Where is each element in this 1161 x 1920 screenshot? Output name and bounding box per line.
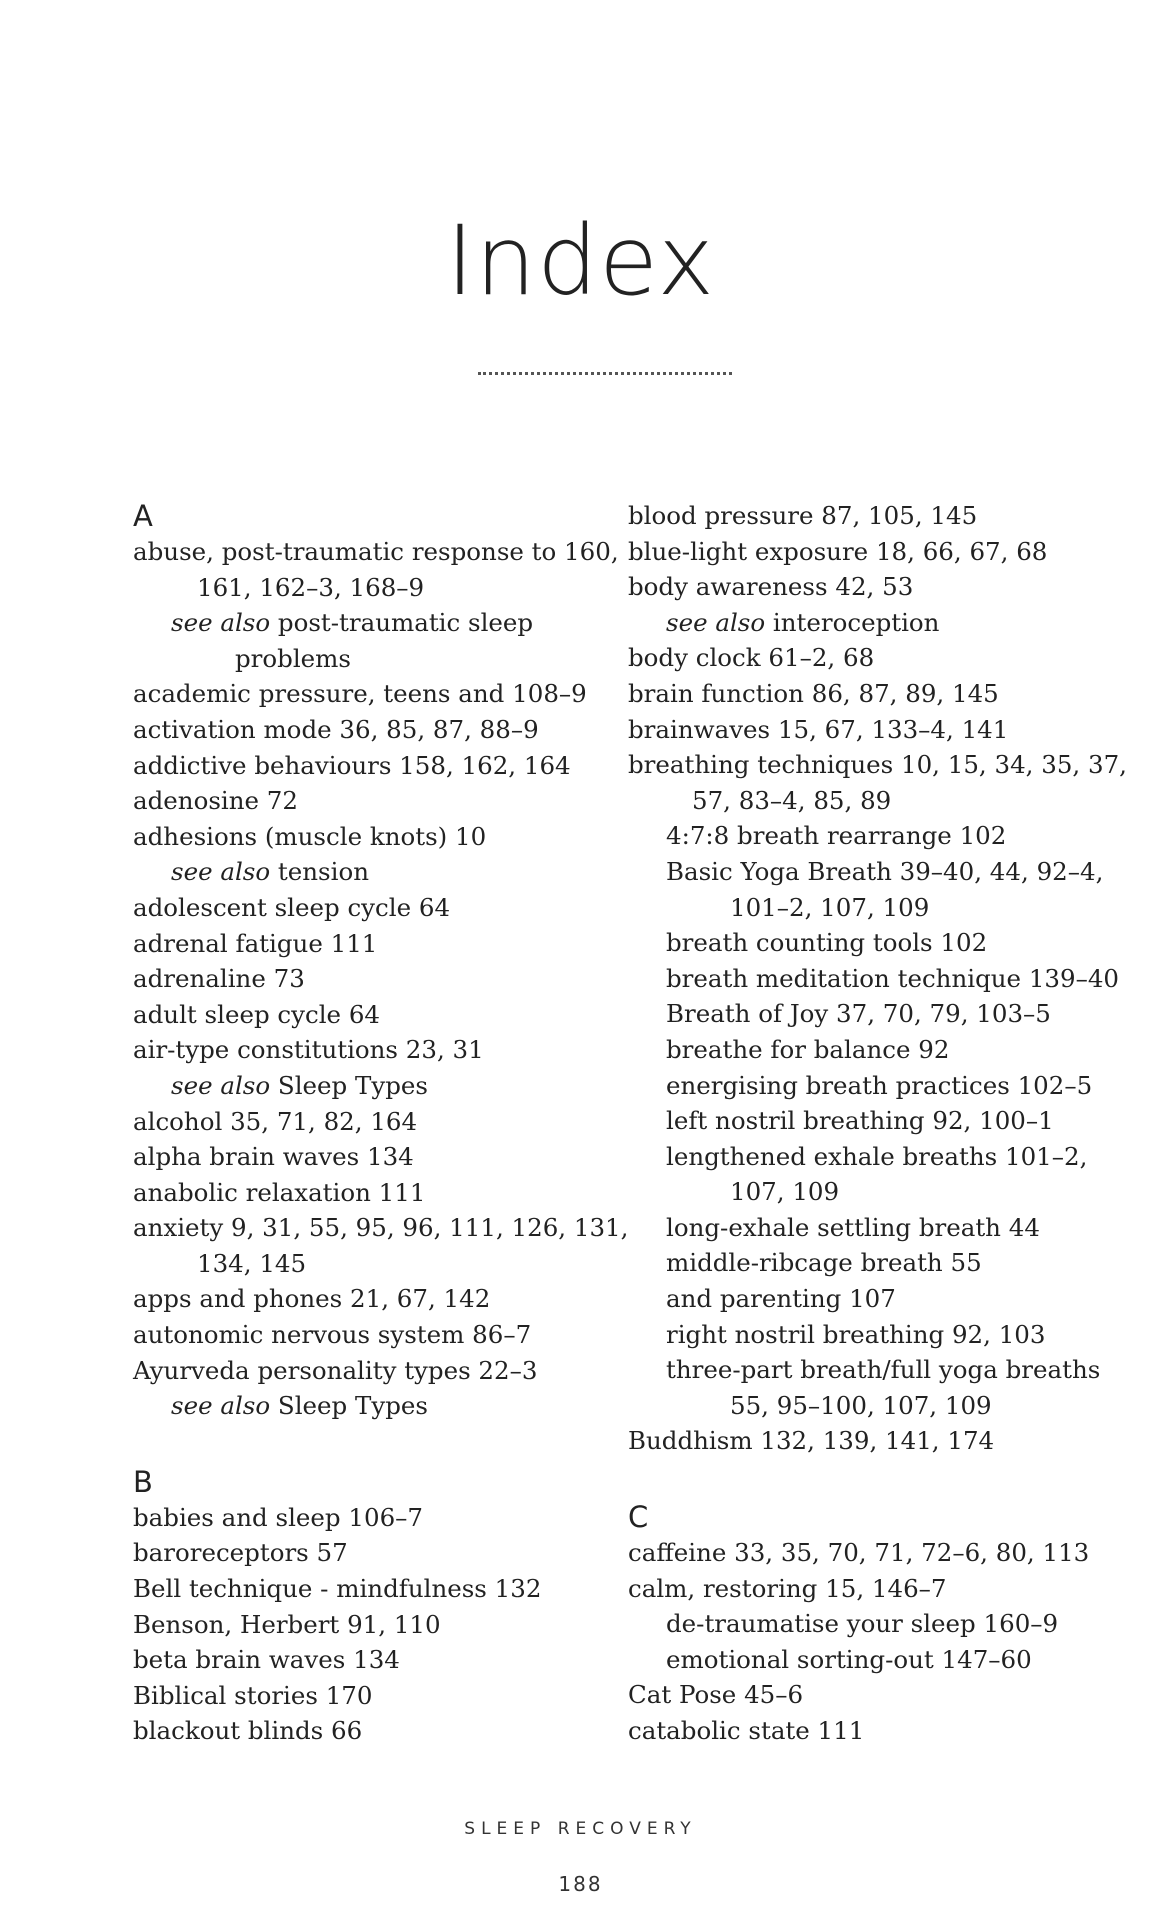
index-subentry: energising breath practices 102–5 [666,1070,1093,1100]
index-entry: activation mode 36, 85, 87, 88–9 [133,714,539,744]
index-column-left [133,498,629,1749]
index-subentry: de-traumatise your sleep 160–9 [666,1609,1059,1639]
section-letter-a: A [133,499,153,533]
index-entry-continuation: 57, 83–4, 85, 89 [692,785,892,815]
section-letter-b: B [133,1464,153,1499]
index-entry: breathing techniques 10, 15, 34, 35, 37, [628,750,1127,780]
index-entry: catabolic state 111 [628,1716,865,1745]
index-subentry: emotional sorting-out 147–60 [666,1644,1032,1674]
index-entry: adrenal fatigue 111 [133,928,378,958]
running-footer: SLEEP RECOVERY [464,1819,697,1839]
index-subentry: and parenting 107 [666,1284,896,1314]
index-subentry-continuation: 55, 95–100, 107, 109 [730,1390,992,1420]
see-also-entry [628,605,1108,641]
index-subentry-continuation: 101–2, 107, 109 [730,892,930,922]
index-entry: blue-light exposure 18, 66, 67, 68 [628,536,1048,566]
index-subentry: breathe for balance 92 [666,1034,950,1064]
index-entry: anxiety 9, 31, 55, 95, 96, 111, 126, 131, [133,1213,629,1243]
index-entry-continuation: 161, 162–3, 168–9 [197,572,425,602]
see-also-label: see also [171,1070,271,1100]
index-entry: academic pressure, teens and 108–9 [133,679,587,709]
index-subentry-continuation: 107, 109 [730,1177,840,1207]
index-entry: body clock 61–2, 68 [628,643,875,673]
see-also-target: post-traumatic sleep [277,608,534,638]
see-also-target: tension [277,857,369,887]
index-entry: blood pressure 87, 105, 145 [628,501,978,530]
see-also-label: see also [171,857,271,887]
section-letter-c: C [628,1500,649,1535]
index-entry: beta brain waves 134 [133,1645,400,1675]
index-entry: autonomic nervous system 86–7 [133,1320,532,1350]
index-subentry: 4:7:8 breath rearrange 102 [666,821,1007,851]
index-entry: apps and phones 21, 67, 142 [133,1284,491,1314]
see-also-target: Sleep Types [277,1391,428,1421]
see-also-label: see also [171,1391,271,1421]
page-title: Index [445,205,716,317]
page-number: 188 [558,1872,603,1896]
index-subentry: right nostril breathing 92, 103 [666,1319,1046,1349]
index-entry: adrenaline 73 [133,964,305,994]
section-spacer [628,1459,1108,1499]
see-also-label: see also [666,607,766,637]
index-entry: Buddhism 132, 139, 141, 174 [628,1426,995,1456]
index-entry: Bell technique - mindfulness 132 [133,1574,542,1604]
index-entry: anabolic relaxation 111 [133,1177,426,1207]
index-entry: blackout blinds 66 [133,1716,363,1746]
index-subentry: middle-ribcage breath 55 [666,1248,982,1278]
index-column-right [628,498,1127,1749]
section-spacer [133,1424,613,1464]
index-entry: Cat Pose 45–6 [628,1680,804,1710]
index-entry: alcohol 35, 71, 82, 164 [133,1106,418,1136]
index-entry: babies and sleep 106–7 [133,1502,424,1532]
index-subentry: left nostril breathing 92, 100–1 [666,1106,1054,1136]
index-entry: adolescent sleep cycle 64 [133,892,451,922]
index-subentry: breath meditation technique 139–40 [666,963,1120,993]
index-subentry: Breath of Joy 37, 70, 79, 103–5 [666,999,1051,1029]
index-entry: alpha brain waves 134 [133,1142,414,1172]
index-subentry: lengthened exhale breaths 101–2, [666,1141,1088,1171]
index-entry: brainwaves 15, 67, 133–4, 141 [628,714,1009,744]
index-entry: adhesions (muscle knots) 10 [133,821,487,851]
see-also-label: see also [171,608,271,638]
index-entry: Benson, Herbert 91, 110 [133,1609,441,1639]
see-also-target: Sleep Types [277,1070,428,1100]
index-entry: calm, restoring 15, 146–7 [628,1573,947,1603]
see-also-entry [133,854,613,890]
index-entry: abuse, post-traumatic response to 160, [133,537,619,566]
index-entry: Biblical stories 170 [133,1680,373,1710]
index-subentry: long-exhale settling breath 44 [666,1212,1040,1242]
index-entry: brain function 86, 87, 89, 145 [628,678,999,708]
see-also-entry [133,1388,613,1424]
index-subentry: three-part breath/full yoga breaths [666,1355,1101,1385]
index-entry: caffeine 33, 35, 70, 71, 72–6, 80, 113 [628,1538,1090,1568]
see-also-continuation: problems [235,643,351,673]
index-entry: addictive behaviours 158, 162, 164 [133,750,571,780]
see-also-target: interoception [772,607,940,637]
index-entry: Ayurveda personality types 22–3 [133,1355,538,1385]
index-entry: adenosine 72 [133,786,298,816]
dotted-divider [478,372,732,375]
index-entry: baroreceptors 57 [133,1538,348,1568]
index-entry: adult sleep cycle 64 [133,999,380,1029]
index-subentry: Basic Yoga Breath 39–40, 44, 92–4, [666,856,1104,886]
see-also-entry [133,605,613,641]
see-also-entry [133,1068,613,1104]
index-subentry: breath counting tools 102 [666,928,988,958]
index-entry: air-type constitutions 23, 31 [133,1035,484,1065]
index-entry-continuation: 134, 145 [197,1248,307,1278]
index-entry: body awareness 42, 53 [628,572,914,602]
